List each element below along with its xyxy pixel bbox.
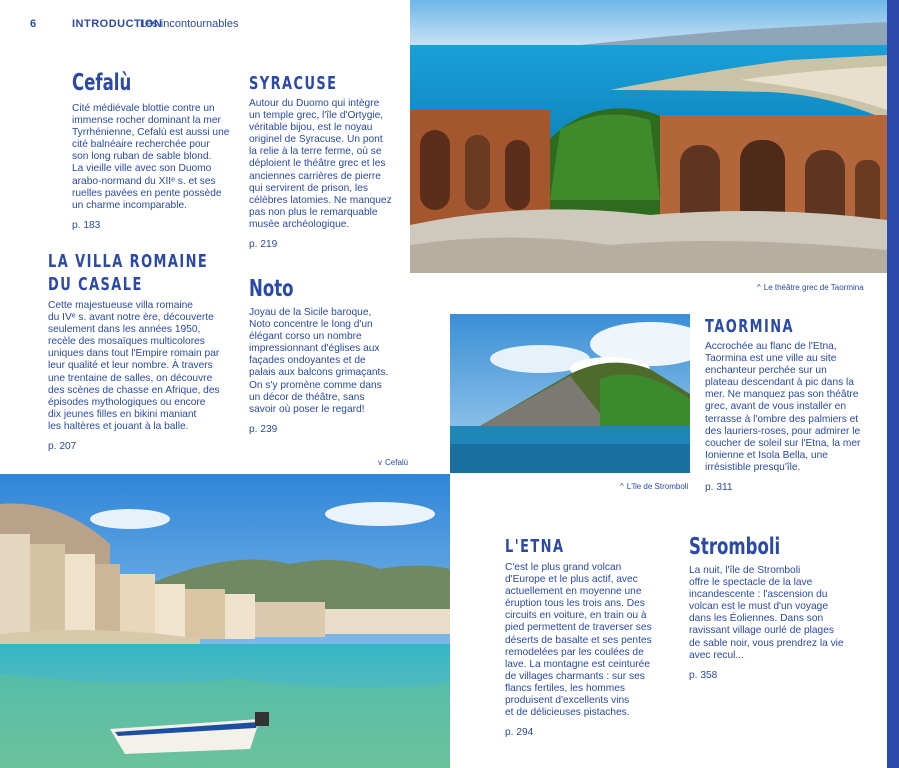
cefalu-photo bbox=[0, 474, 450, 768]
section-title: INTRODUCTION bbox=[72, 18, 163, 30]
article-title-line2: DU CASALE bbox=[48, 274, 143, 295]
caption-cefalu bbox=[378, 458, 408, 467]
article-title: TAORMINA bbox=[705, 316, 794, 337]
article-noto bbox=[249, 276, 409, 435]
article-body: Cette majestueuse villa romaine du IVᵉ s. avant notre ère, découverte seulement dans les années 1950, recèle des mosaïques multicolores uniques dans tout l'Empire romain par leur qualité et leur nombre. À travers une trentaine de salles, on découvre des scènes de chasse en Afrique, des épisodes mythologiques ou encore dix jeunes filles en bikini maniant les haltères et jouant à la balle. bbox=[48, 300, 220, 432]
caption-stromboli bbox=[620, 482, 688, 491]
page-edge-strip bbox=[887, 0, 899, 768]
article-body: C'est le plus grand volcan d'Europe et le plus actif, avec actuellement en moyenne une éruption tous les trois ans. Des circuits en voiture, en train ou à pied permettent de traverser ses déserts de basalte et ses pentes remodelées par les coulées de lave. La montagne est ceinturée de villages charmants : sur ses flancs fertiles, les hommes produisent d'excellents vins et de délicieuses pistaches. bbox=[505, 562, 652, 719]
page-reference: p. 311 bbox=[705, 482, 733, 494]
article-syracuse bbox=[249, 72, 409, 250]
stromboli-photo bbox=[450, 314, 690, 473]
caret-up-icon: ^ bbox=[757, 283, 761, 292]
page-reference: p. 207 bbox=[48, 441, 77, 453]
caption-text: L'île de Stromboli bbox=[626, 482, 689, 491]
article-taormina bbox=[705, 315, 885, 493]
page-number: 6 bbox=[30, 18, 37, 30]
caret-up-icon: ^ bbox=[620, 482, 624, 491]
caption-text: Cefalù bbox=[385, 458, 409, 467]
subsection-title: Les incontournables bbox=[140, 18, 239, 30]
article-title-line1: LA VILLA ROMAINE bbox=[48, 251, 209, 272]
article-title: L'ETNA bbox=[505, 536, 565, 557]
article-body: Cité médiévale blottie contre un immense rocher dominant la mer Tyrrhénienne, Cefalù est aussi une cité balnéaire recherchée pour son long ruban de sable blond. La vieille ville avec son Duomo arabo-normand du XIIᵉ s. et ses ruelles pavées en pente possède un charme incomparable. bbox=[72, 103, 230, 211]
article-body: La nuit, l'île de Stromboli offre le spectacle de la lave incandescente : l'ascension du volcan est le must d'un voyage dans les Éoliennes. Dans son ravissant village ourlé de plages de sable noir, vous prendrez la vie avec recul... bbox=[689, 565, 844, 661]
article-title: SYRACUSE bbox=[249, 73, 338, 94]
article-body: Autour du Duomo qui intègre un temple grec, l'île d'Ortygie, véritable bijou, est le noyau originel de Syracuse. Un pont la relie à la terre ferme, où se déploient le théâtre grec et les anciennes carrières de pierre qui servirent de prison, les célèbres latomies. Ne manquez pas non plus le remarquable musée archéologique. bbox=[249, 98, 392, 230]
article-cefalu bbox=[72, 70, 242, 231]
article-title: Stromboli bbox=[689, 534, 781, 560]
page-reference: p. 294 bbox=[505, 727, 534, 739]
caption-text: Le théâtre grec de Taormina bbox=[763, 283, 864, 292]
taormina-theatre-photo bbox=[410, 0, 887, 273]
page-reference: p. 183 bbox=[72, 219, 101, 231]
page-reference: p. 358 bbox=[689, 669, 718, 681]
caption-taormina-theatre bbox=[757, 283, 864, 292]
page-reference: p. 219 bbox=[249, 239, 278, 251]
article-etna bbox=[505, 535, 680, 738]
article-title: Cefalù bbox=[72, 70, 132, 96]
article-body: Joyau de la Sicile baroque, Noto concentre le long d'un élégant corso un nombre impressionnant d'églises aux façades ondoyantes et de palais aux balcons grimaçants. On s'y promène comme dans un décor de théâtre, sans savoir où poser le regard! bbox=[249, 307, 389, 415]
article-villa-romaine bbox=[48, 250, 248, 452]
chevron-down-icon: v bbox=[378, 458, 382, 467]
article-stromboli bbox=[689, 534, 879, 681]
page-reference: p. 239 bbox=[249, 423, 278, 435]
article-title: Noto bbox=[249, 276, 294, 302]
article-body: Accrochée au flanc de l'Etna, Taormina est une ville au site enchanteur perchée sur un plateau descendant à pic dans la mer. Ne manquez pas son théâtre grec, avant de vous installer en terrasse à l'ombre des palmiers et des lauriers-roses, pour admirer le coucher de soleil sur l'Etna, la mer Ionienne et Isola Bella, une irrésistible presqu'île. bbox=[705, 341, 861, 473]
